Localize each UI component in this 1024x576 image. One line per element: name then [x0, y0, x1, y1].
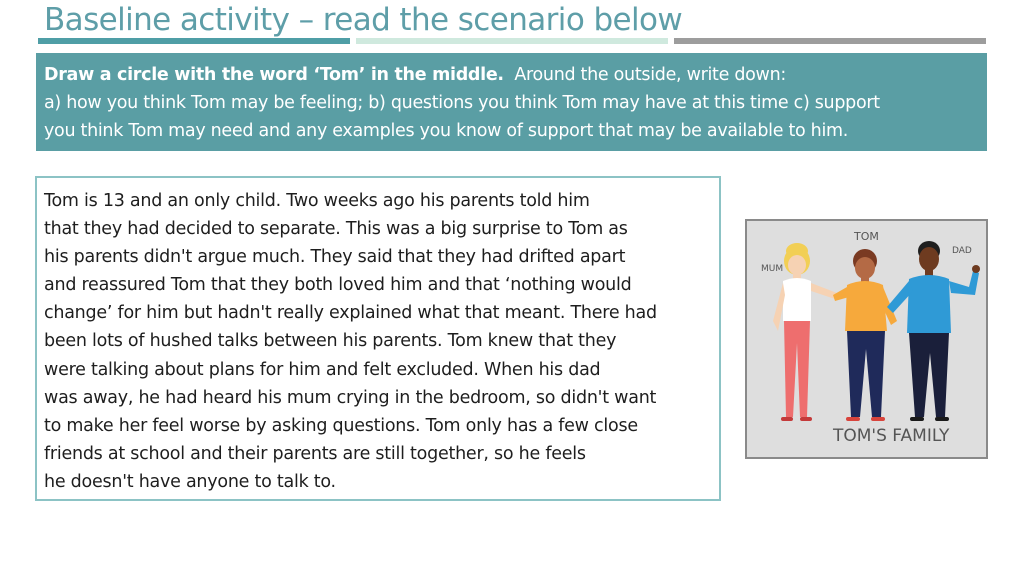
scenario-line: that they had decided to separate. This was a big surprise to Tom as: [44, 219, 628, 240]
instruction-rest: Around the outside, write down:: [514, 65, 786, 85]
label-dad: DAD: [952, 246, 972, 256]
scenario-line: and reassured Tom that they both loved him and that ‘nothing would: [44, 275, 632, 296]
scenario-line: change’ for him but hadn't really explained what that meant. There had: [44, 303, 657, 324]
instruction-lead: Draw a circle with the word ‘Tom’ in the middle.: [44, 65, 504, 85]
scenario-line: was away, he had heard his mum crying in the bedroom, so didn't want: [44, 387, 657, 408]
label-mum: MUM: [761, 264, 784, 274]
scenario-line: were talking about plans for him and felt excluded. When his dad: [44, 359, 601, 380]
instruction-line-1: [44, 61, 979, 89]
scenario-line: to make her feel worse by asking questions. Tom only has a few close: [44, 415, 638, 436]
scenario-line: been lots of hushed talks between his parents. Tom knew that they: [44, 331, 617, 352]
instruction-box: [36, 53, 987, 151]
illustration-caption: TOM'S FAMILY: [833, 426, 950, 446]
scenario-line: he doesn't have anyone to talk to.: [44, 471, 336, 492]
tom-figure: [833, 249, 897, 421]
label-tom: TOM: [854, 230, 879, 243]
scenario-text-box: [35, 176, 721, 501]
scenario-line: Tom is 13 and an only child. Two weeks ago his parents told him: [44, 191, 590, 211]
dad-figure: [887, 241, 980, 421]
instruction-line-2: a) how you think Tom may be feeling; b) questions you think Tom may have at this time c) support: [44, 93, 880, 113]
scenario-line: friends at school and their parents are still together, so he feels: [44, 443, 586, 464]
header-divider-teal: [38, 38, 350, 44]
instruction-line-3: you think Tom may need and any examples you know of support that may be available to him.: [44, 121, 849, 141]
family-illustration: [745, 219, 988, 459]
header-divider-grey: [674, 38, 986, 44]
scenario-line: his parents didn't argue much. They said that they had drifted apart: [44, 247, 626, 268]
header-divider-mint: [356, 38, 668, 44]
page-title: Baseline activity – read the scenario below: [44, 2, 683, 38]
family-figures-image: [747, 221, 988, 459]
